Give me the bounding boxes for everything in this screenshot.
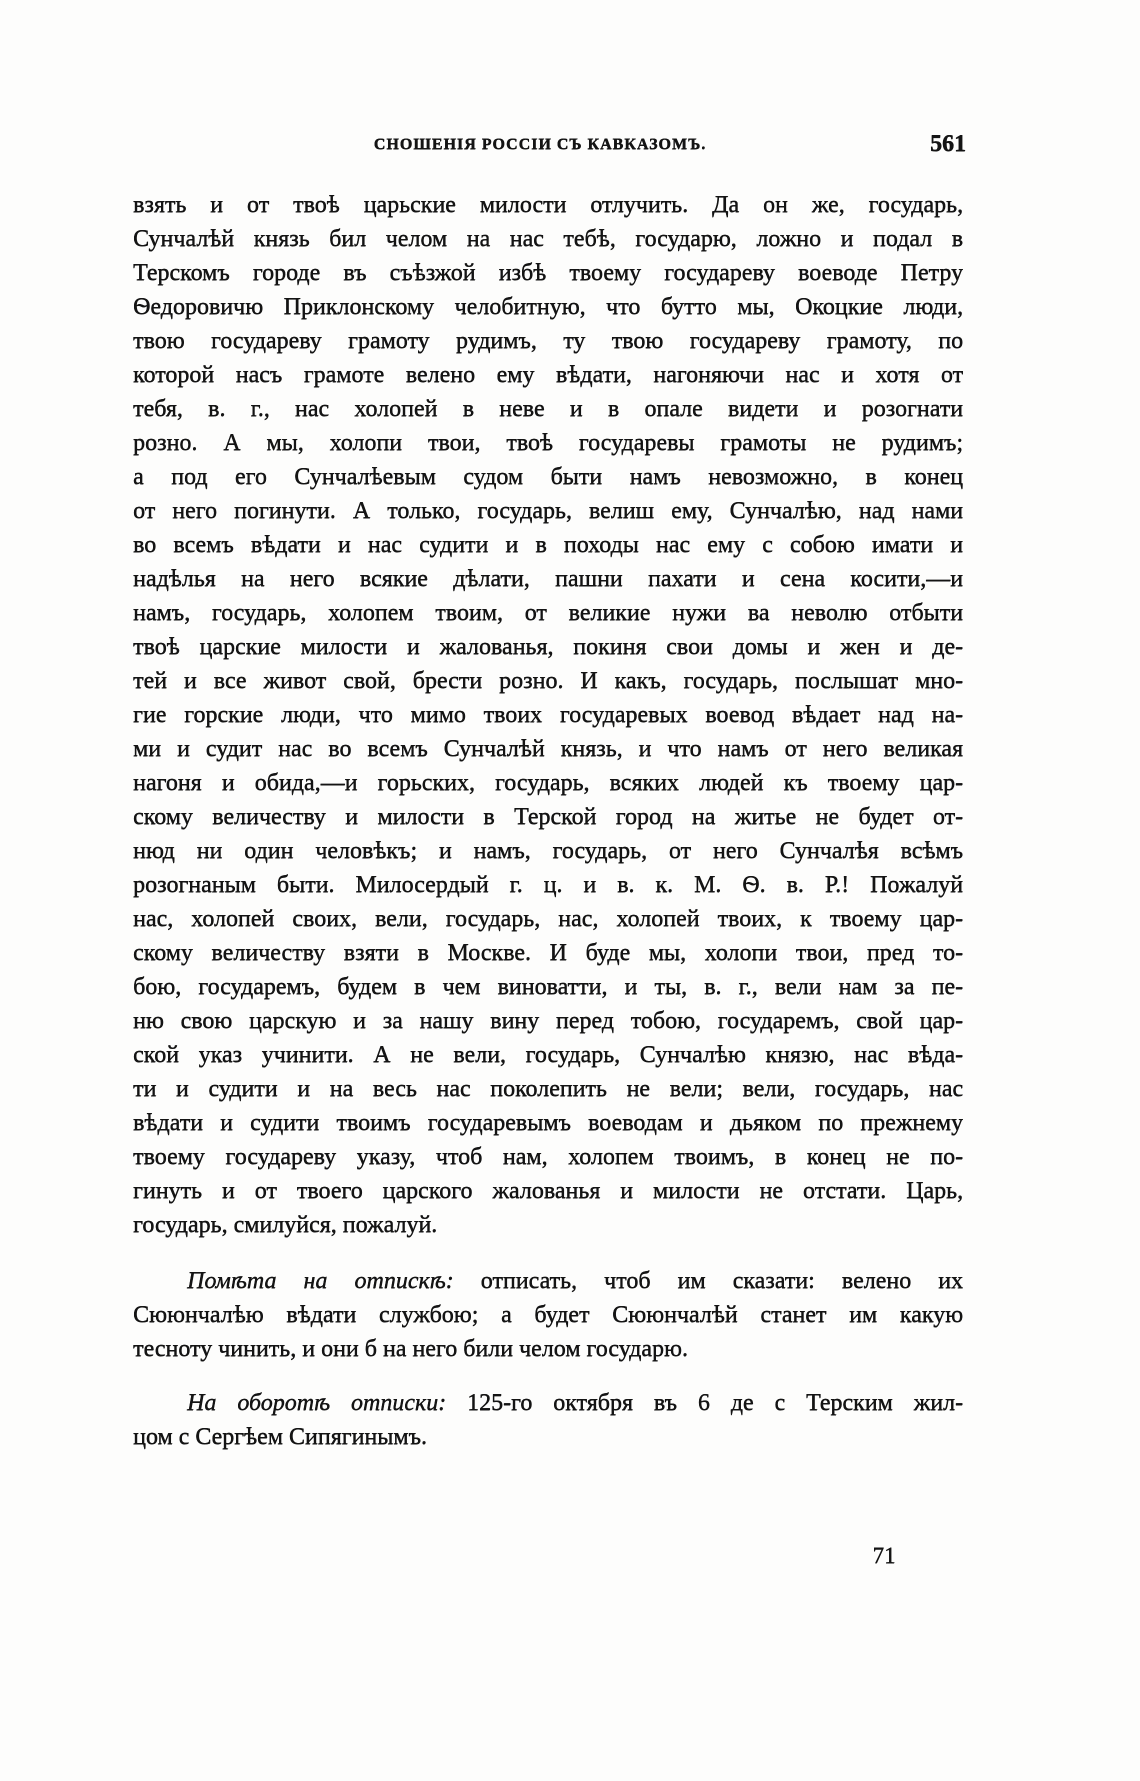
text-line: твою государеву грамоту рудимъ, ту твою государеву грамоту, по	[133, 328, 963, 354]
text-line: государь, смилуйся, пожалуй.	[133, 1212, 438, 1238]
text-line: намъ, государь, холопем твоим, от великие нужи ва неволю отбыти	[133, 600, 963, 626]
text-line: ню свою царскую и за нашу вину перед тобою, государемъ, свой цар-	[133, 1008, 963, 1034]
text-line: бою, государемъ, будем в чем виноватти, и ты, в. г., вели нам за пе-	[133, 974, 963, 1000]
text-line: твоему государеву указу, чтоб нам, холопем твоимъ, в конец не по-	[133, 1144, 963, 1170]
text-line: Сунчалѣй князь бил челом на нас тебѣ, государю, ложно и подал в	[133, 226, 963, 252]
note-label: На оборотѣ отписки:	[187, 1390, 447, 1416]
text-line: гинуть и от твоего царского жалованья и милости не отстати. Царь,	[133, 1178, 963, 1204]
signature-mark: 71	[872, 1543, 896, 1568]
text-line: нас, холопей своих, вели, государь, нас, холопей твоих, к твоему цар-	[133, 906, 963, 932]
text-line: тей и все живот свой, брести розно. И какъ, государь, послышат мно-	[133, 668, 963, 694]
note-text: 125-го октября въ 6 де с Терским жил-	[466, 1390, 963, 1416]
text-line: во всемъ вѣдати и нас судити и в походы нас ему с собою имати и	[133, 532, 963, 558]
note-line	[133, 1386, 963, 1420]
text-line: надѣлья на него всякие дѣлати, пашни пахати и сена косити,—и	[133, 566, 963, 592]
text-line: Терскомъ городе въ съѣзжой избѣ твоему государеву воеводе Петру	[133, 260, 963, 286]
text-line: ми и судит нас во всемъ Сунчалѣй князь, и что намъ от него великая	[133, 736, 963, 762]
running-head: СНОШЕНІЯ РОССІИ СЪ КАВКАЗОМЪ.	[373, 136, 707, 153]
text-line: гие горские люди, что мимо твоих государевых воевод вѣдает над на-	[133, 702, 963, 728]
note-line: Сююнчалѣю вѣдати службою; а будет Сююнчалѣй станет им какую	[133, 1302, 963, 1328]
text-line: розно. А мы, холопи твои, твоѣ государевы грамоты не рудимъ;	[133, 430, 963, 456]
text-line: взять и от твоѣ царьские милости отлучить. Да он же, государь,	[133, 192, 963, 218]
page-number: 561	[930, 131, 966, 157]
note-reverse-side	[133, 1386, 963, 1454]
note-line: тесноту чинить, и они б на него били челом государю.	[133, 1336, 688, 1362]
main-text	[133, 188, 963, 1242]
text-line: тебя, в. г., нас холопей в неве и в опале видети и розогнати	[133, 396, 963, 422]
note-line: цом с Сергѣем Сипягинымъ.	[133, 1424, 427, 1450]
note-endorsement	[133, 1264, 963, 1366]
text-line: ской указ учинити. А не вели, государь, Сунчалѣю князю, нас вѣда-	[133, 1042, 963, 1068]
text-line: ти и судити и на весь нас поколепить не вели; вели, государь, нас	[133, 1076, 963, 1102]
text-line: твоѣ царские милости и жалованья, покиня свои домы и жен и де-	[133, 634, 963, 660]
text-line: розогнаным быти. Милосердый г. ц. и в. к. М. Ѳ. в. Р.! Пожалуй	[133, 872, 963, 898]
text-line: Ѳедоровичю Приклонскому челобитную, что бутто мы, Окоцкие люди,	[133, 294, 963, 320]
text-line: скому величеству и милости в Терской город на житье не будет от-	[133, 804, 963, 830]
note-line	[133, 1264, 963, 1298]
text-line: от него погинути. А только, государь, велиш ему, Сунчалѣю, над нами	[133, 498, 963, 524]
note-label: Помѣта на отпискѣ:	[187, 1268, 454, 1294]
text-line: а под его Сунчалѣевым судом быти намъ невозможно, в конец	[133, 464, 963, 490]
text-line: которой насъ грамоте велено ему вѣдати, нагоняючи нас и хотя от	[133, 362, 963, 388]
text-line: нагоня и обида,—и горьских, государь, всяких людей къ твоему цар-	[133, 770, 963, 796]
text-line: вѣдати и судити твоимъ государевымъ воеводам и дьяком по прежнему	[133, 1110, 963, 1136]
note-text: отписать, чтоб им сказати: велено их	[480, 1268, 963, 1294]
text-line: скому величеству взяти в Москве. И буде мы, холопи твои, пред то-	[133, 940, 963, 966]
text-line: нюд ни один человѣкъ; и намъ, государь, от него Сунчалѣя всѣмъ	[133, 838, 963, 864]
